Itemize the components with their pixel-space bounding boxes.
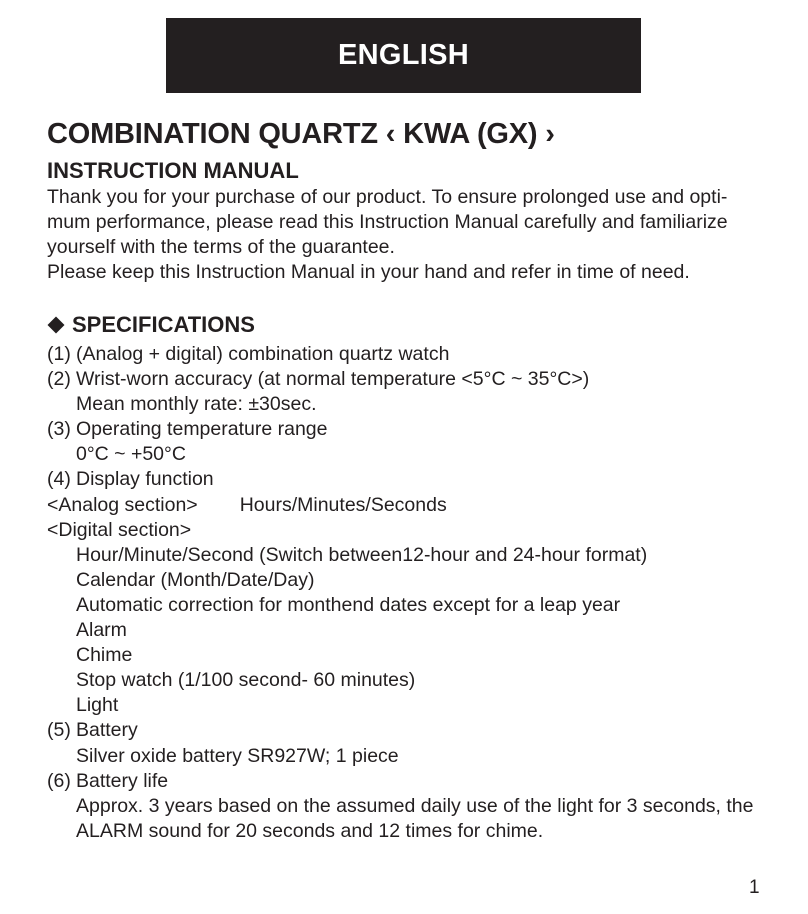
spec-text: Battery life: [76, 769, 169, 792]
intro-text: [47, 185, 767, 285]
intro-line-3: yourself with the terms of the guarantee.: [47, 236, 395, 258]
spec-text: Battery: [76, 719, 138, 742]
spec-detail: 0°C ~ +50°C: [76, 443, 186, 466]
spec-item-4: [47, 467, 777, 492]
spec-detail: Mean monthly rate: ±30sec.: [76, 393, 317, 416]
spec-number: (3): [47, 418, 71, 441]
diamond-bullet-icon: [48, 317, 65, 334]
spec-number: (4): [47, 468, 71, 491]
digital-feature: Hour/Minute/Second (Switch between12-hour and 24-hour format): [76, 543, 648, 566]
spec-number: (2): [47, 368, 71, 391]
document-title: COMBINATION QUARTZ ‹ KWA (GX) ›: [47, 118, 555, 150]
spec-detail: Approx. 3 years based on the assumed daily use of the light for 3 seconds, the: [76, 794, 754, 817]
spec-item-2: [47, 367, 777, 392]
page-number: 1: [749, 877, 760, 898]
spec-detail: Silver oxide battery SR927W; 1 piece: [76, 744, 399, 767]
digital-feature: Stop watch (1/100 second- 60 minutes): [76, 669, 416, 692]
analog-section-label: <Analog section>: [47, 493, 198, 516]
spec-item-6: [47, 769, 777, 794]
specifications-heading: [47, 312, 255, 338]
intro-line-4: Please keep this Instruction Manual in your hand and refer in time of need.: [47, 261, 690, 283]
intro-line-1: Thank you for your purchase of our product. To ensure prolonged use and opti-: [47, 186, 728, 208]
specifications-list: [47, 342, 777, 844]
digital-section-label: <Digital section>: [47, 518, 192, 541]
spec-text: Wrist-worn accuracy (at normal temperature <5°C ~ 35°C>): [76, 368, 590, 391]
digital-feature: Alarm: [76, 619, 127, 642]
spec-number: (1): [47, 343, 71, 365]
spec-item-3: [47, 417, 777, 442]
spec-item-1: [47, 342, 777, 367]
spec-number: (5): [47, 719, 71, 742]
intro-line-2: mum performance, please read this Instruction Manual carefully and familiarize: [47, 211, 728, 233]
spec-text: Operating temperature range: [76, 418, 328, 441]
spec-text: (Analog + digital) combination quartz watch: [76, 343, 450, 365]
digital-feature: Chime: [76, 644, 133, 667]
specifications-heading-label: SPECIFICATIONS: [72, 312, 255, 337]
spec-number: (6): [47, 769, 71, 792]
language-banner: [166, 18, 641, 93]
language-label: ENGLISH: [338, 39, 469, 71]
spec-text: Display function: [76, 468, 214, 491]
digital-feature: Calendar (Month/Date/Day): [76, 568, 315, 591]
digital-feature: Light: [76, 694, 119, 717]
document-subtitle: INSTRUCTION MANUAL: [47, 158, 299, 183]
analog-section-value: Hours/Minutes/Seconds: [239, 493, 447, 516]
spec-detail: ALARM sound for 20 seconds and 12 times for chime.: [76, 819, 544, 842]
analog-section: [47, 493, 777, 518]
spec-item-5: [47, 718, 777, 743]
digital-feature: Automatic correction for monthend dates except for a leap year: [76, 593, 621, 616]
